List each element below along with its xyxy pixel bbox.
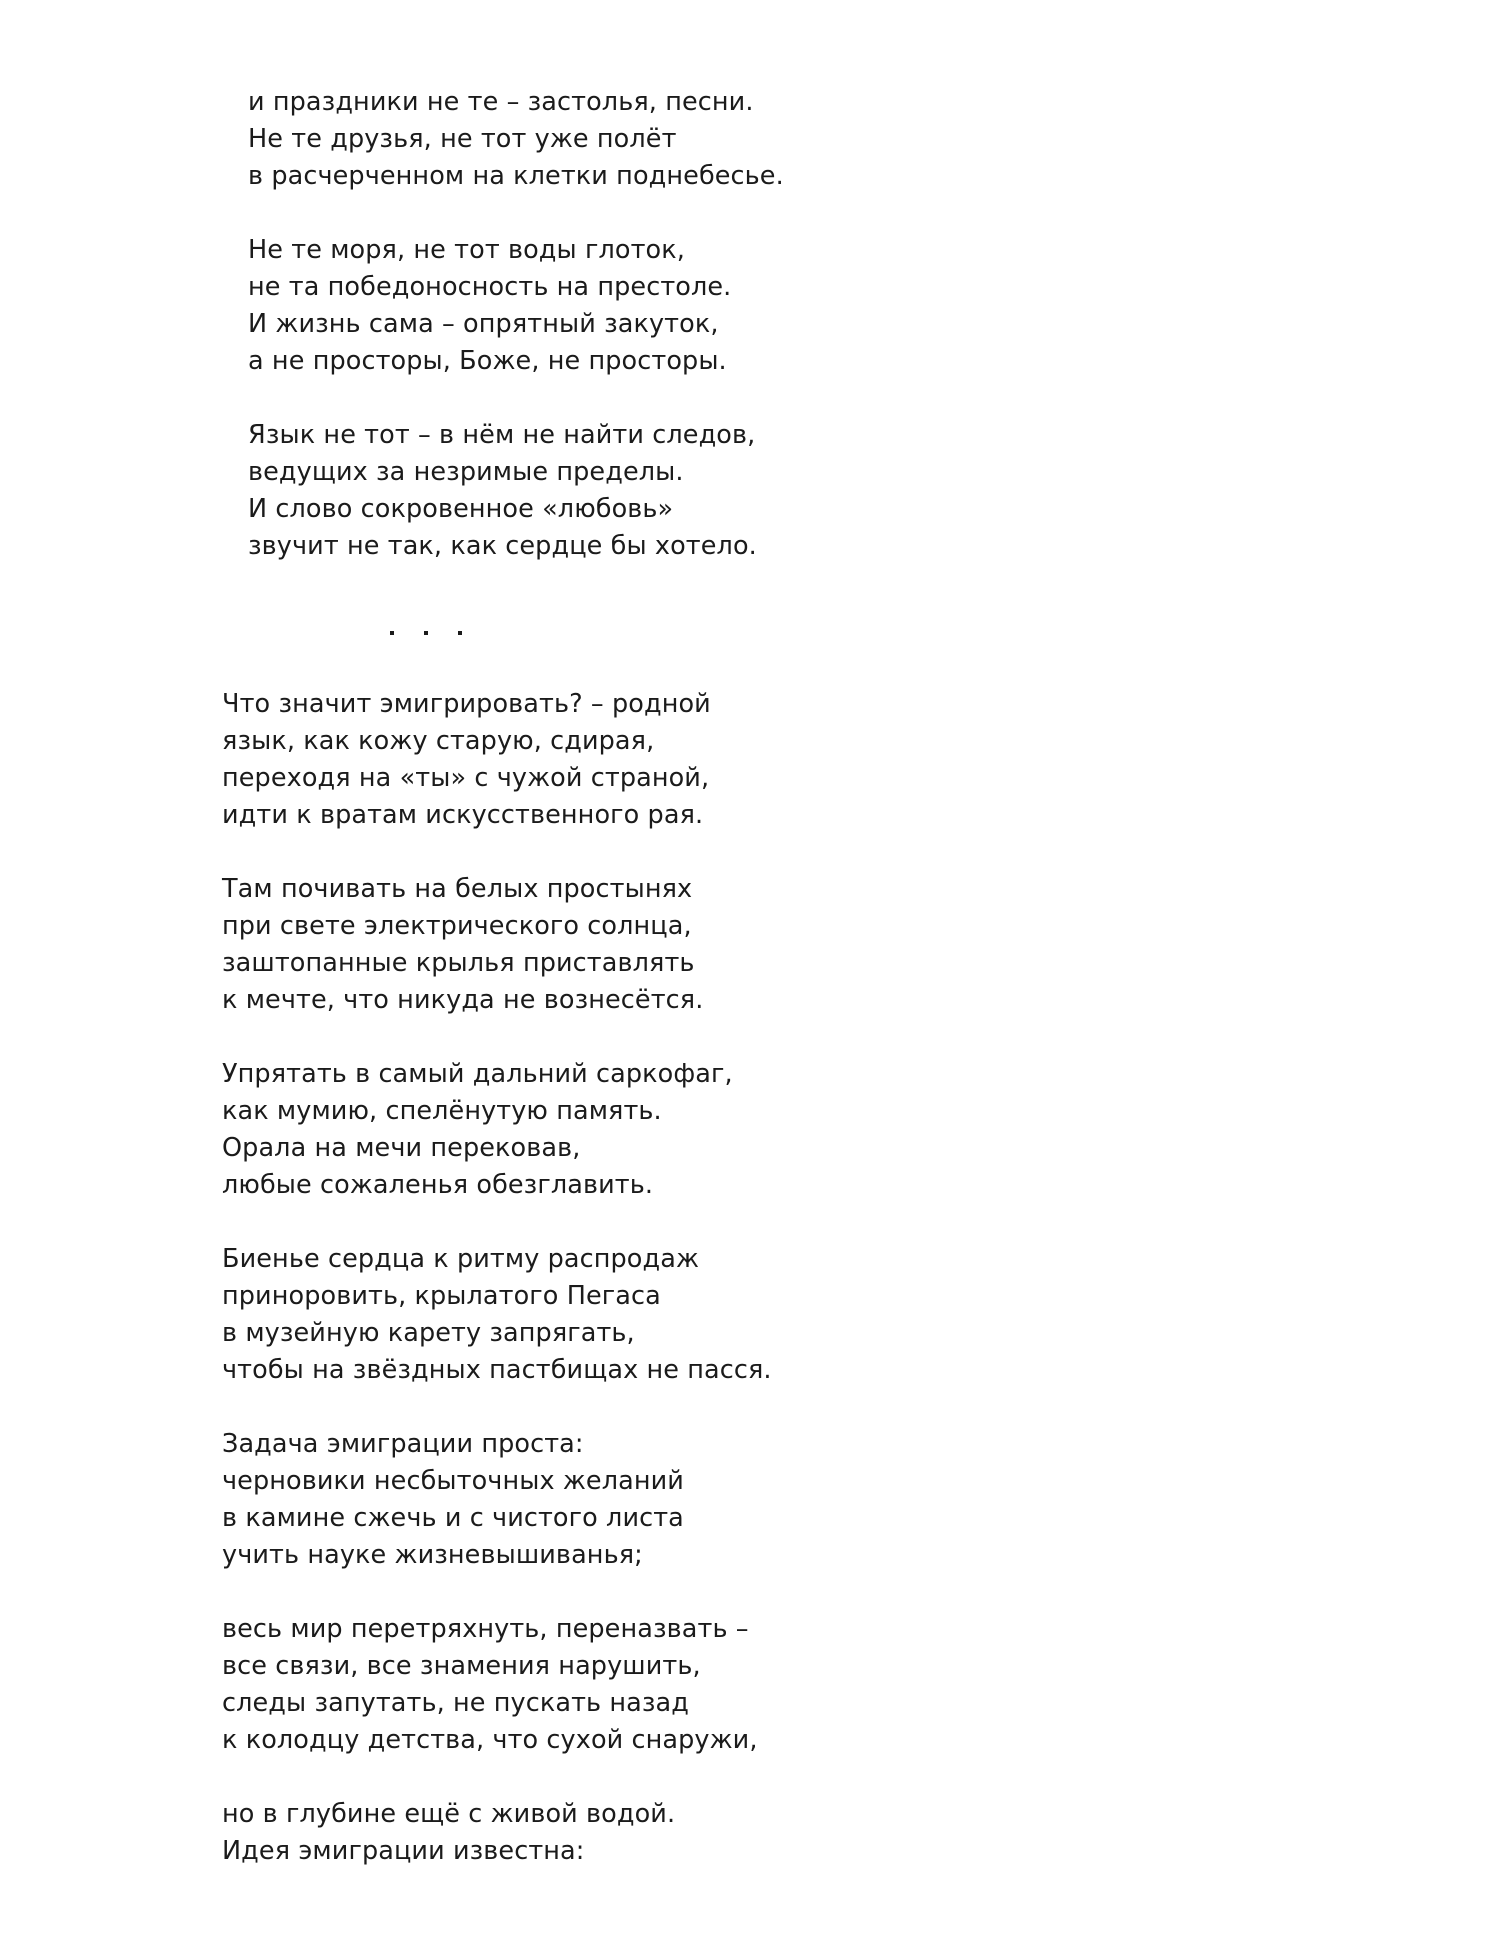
poem-line: но в глубине ещё с живой водой. <box>222 1799 676 1829</box>
stanza <box>222 686 772 834</box>
poem-line: Язык не тот – в нём не найти следов, <box>248 420 756 450</box>
poem-line: к мечте, что никуда не вознесётся. <box>222 985 704 1015</box>
poem-line: Не те моря, не тот воды глоток, <box>248 235 685 265</box>
poem-line: Что значит эмигрировать? – родной <box>222 689 711 719</box>
stanza <box>248 84 784 195</box>
stanza <box>222 1611 772 1759</box>
poem-line: Орала на мечи перековав, <box>222 1133 581 1163</box>
poem-line: весь мир перетряхнуть, переназвать – <box>222 1614 749 1644</box>
poem-line: приноровить, крылатого Пегаса <box>222 1281 661 1311</box>
poem-line: следы запутать, не пускать назад <box>222 1688 689 1718</box>
poem-line: при свете электрического солнца, <box>222 911 692 941</box>
poem-second <box>222 686 772 1870</box>
separator-dot-icon <box>458 631 462 635</box>
stanza <box>222 1796 772 1870</box>
poem-line: ведущих за незримые пределы. <box>248 457 684 487</box>
poem-line: чтобы на звёздных пастбищах не пасся. <box>222 1355 772 1385</box>
poem-line: как мумию, спелёнутую память. <box>222 1096 662 1126</box>
poem-line: язык, как кожу старую, сдирая, <box>222 726 655 756</box>
poem-line: Не те друзья, не тот уже полёт <box>248 124 677 154</box>
poem-line: переходя на «ты» с чужой страной, <box>222 763 710 793</box>
poem-line: Биенье сердца к ритму распродаж <box>222 1244 700 1274</box>
poem-line: а не просторы, Боже, не просторы. <box>248 346 727 376</box>
poem-line: идти к вратам искусственного рая. <box>222 800 704 830</box>
poem-separator <box>390 631 462 635</box>
stanza <box>222 1241 772 1389</box>
stanza <box>248 232 784 380</box>
poem-line: заштопанные крылья приставлять <box>222 948 695 978</box>
poem-line: не та победоносность на престоле. <box>248 272 732 302</box>
separator-dot-icon <box>390 631 394 635</box>
poem-line: в камине сжечь и с чистого листа <box>222 1503 684 1533</box>
stanza <box>222 1426 772 1574</box>
poem-line: Упрятать в самый дальний саркофаг, <box>222 1059 733 1089</box>
poem-line: Идея эмиграции известна: <box>222 1836 585 1866</box>
poem-line: Задача эмиграции проста: <box>222 1429 584 1459</box>
poem-line: И слово сокровенное «любовь» <box>248 494 674 524</box>
poem-line: в музейную карету запрягать, <box>222 1318 635 1348</box>
poem-line: и праздники не те – застолья, песни. <box>248 87 754 117</box>
poem-line: И жизнь сама – опрятный закуток, <box>248 309 719 339</box>
separator-dot-icon <box>424 631 428 635</box>
poem-line: Там почивать на белых простынях <box>222 874 693 904</box>
poem-line: в расчерченном на клетки поднебесье. <box>248 161 784 191</box>
poem-line: все связи, все знамения нарушить, <box>222 1651 701 1681</box>
poem-line: звучит не так, как сердце бы хотело. <box>248 531 757 561</box>
stanza <box>248 417 784 565</box>
poem-line: к колодцу детства, что сухой снаружи, <box>222 1725 758 1755</box>
poem-line: черновики несбыточных желаний <box>222 1466 684 1496</box>
stanza <box>222 871 772 1019</box>
stanza <box>222 1056 772 1204</box>
poem-line: любые сожаленья обезглавить. <box>222 1170 654 1200</box>
poem-line: учить науке жизневышиванья; <box>222 1540 643 1570</box>
poem-first <box>248 84 784 565</box>
